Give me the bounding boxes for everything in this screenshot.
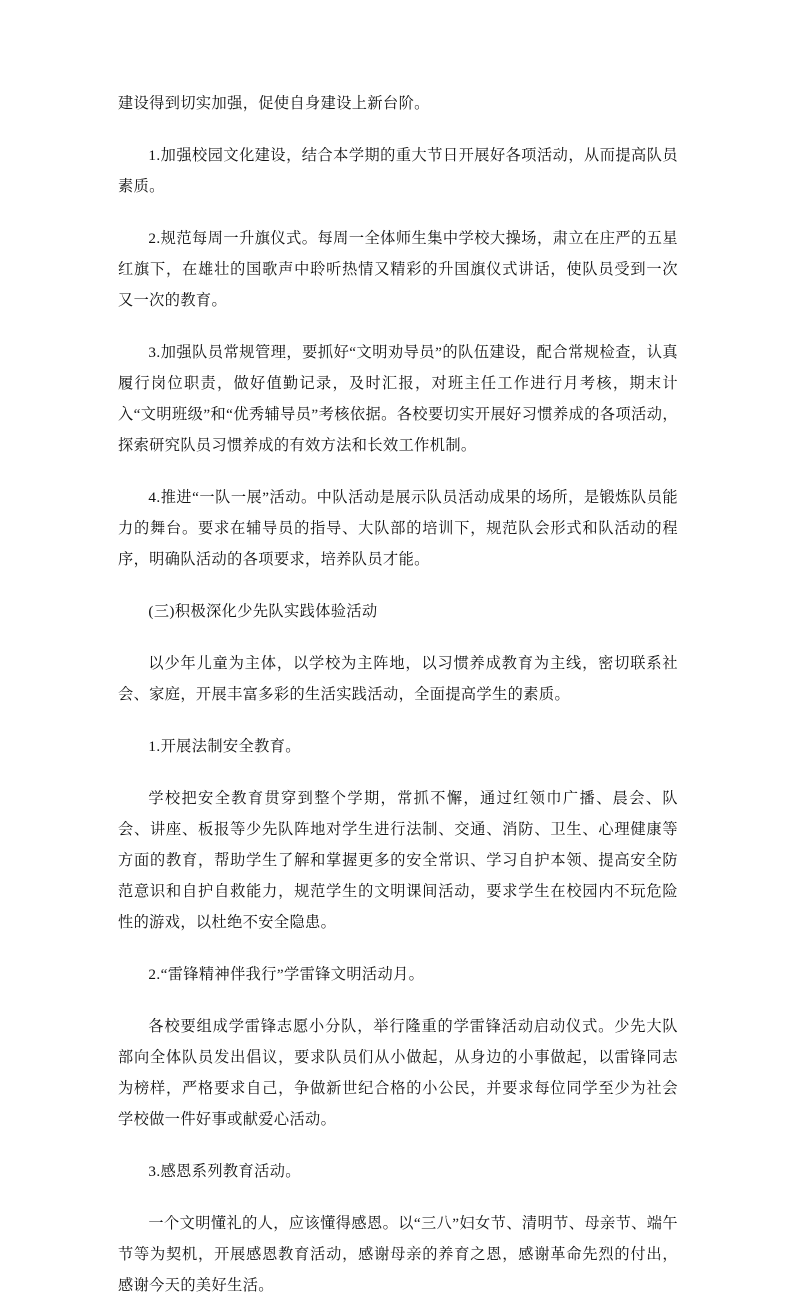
paragraph-continuation: 建设得到切实加强，促使自身建设上新台阶。 [118,95,430,112]
paragraph-sub-3: 3.感恩系列教育活动。 [148,1163,301,1180]
paragraph-item-1: 1.加强校园文化建设，结合本学期的重大节日开展好各项活动，从而提高队员素质。 [118,147,678,195]
paragraph-section3-intro: 以少年儿童为主体，以学校为主阵地，以习惯养成教育为主线，密切联系社会、家庭，开展丰富多彩的生活实践活动，全面提高学生的素质。 [118,655,678,703]
paragraph-item-4: 4.推进“一队一展”活动。中队活动是展示队员活动成果的场所，是锻炼队员能力的舞台。要求在辅导员的指导、大队部的培训下，规范队会形式和队活动的程序，明确队活动的各项要求，培养队员才能。 [118,489,678,568]
section-heading-three: (三)积极深化少先队实践体验活动 [148,603,378,620]
paragraph-sub-3-body: 一个文明懂礼的人，应该懂得感恩。以“三八”妇女节、清明节、母亲节、端午节等为契机，开展感恩教育活动，感谢母亲的养育之恩，感谢革命先烈的付出，感谢今天的美好生活。 [118,1215,678,1294]
paragraph-sub-1-body: 学校把安全教育贯穿到整个学期，常抓不懈，通过红领巾广播、晨会、队会、讲座、板报等少先队阵地对学生进行法制、交通、消防、卫生、心理健康等方面的教育，帮助学生了解和掌握更多的安全常识、学习自护本领、提高安全防范意识和自护自救能力，规范学生的文明课间活动，要求学生在校园内不玩危险性的游戏，以杜绝不安全隐患。 [118,790,678,931]
paragraph-item-2: 2.规范每周一升旗仪式。每周一全体师生集中学校大操场，肃立在庄严的五星红旗下，在雄壮的国歌声中聆听热情又精彩的升国旗仪式讲话，使队员受到一次又一次的教育。 [118,230,678,309]
paragraph-sub-2: 2.“雷锋精神伴我行”学雷锋文明活动月。 [148,966,425,983]
paragraph-sub-1: 1.开展法制安全教育。 [148,738,301,755]
paragraph-item-3: 3.加强队员常规管理，要抓好“文明劝导员”的队伍建设，配合常规检查，认真履行岗位职责，做好值勤记录，及时汇报，对班主任工作进行月考核，期末计入“文明班级”和“优秀辅导员”考核依据。各校要切实开展好习惯养成的各项活动，探索研究队员习惯养成的有效方法和长效工作机制。 [118,344,678,454]
document-body [118,88,678,1301]
paragraph-sub-2-body: 各校要组成学雷锋志愿小分队，举行隆重的学雷锋活动启动仪式。少先大队部向全体队员发出倡议，要求队员们从小做起，从身边的小事做起，以雷锋同志为榜样，严格要求自己，争做新世纪合格的小公民，并要求每位同学至少为社会学校做一件好事或献爱心活动。 [118,1018,678,1128]
